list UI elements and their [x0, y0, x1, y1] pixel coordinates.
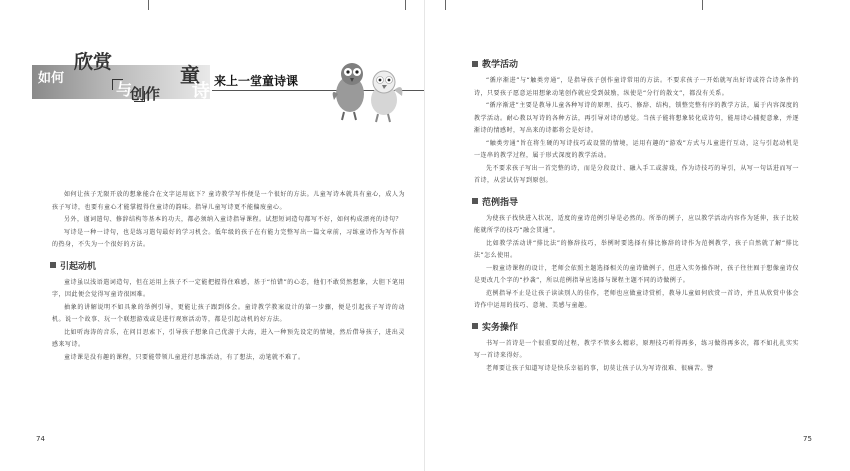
section-paragraph: 童诗虽以浅语遣词造句，但在运用上孩子不一定能把握得住难感，基于“怕错”的心态，他们不敢贸然想象，大胆下笔用字，因此便会觉得写童诗很困难。 — [52, 278, 405, 298]
section-title: 教学活动 — [482, 60, 519, 70]
banner-word-how: 如何 — [38, 71, 65, 86]
crop-mark — [148, 0, 149, 10]
banner-word-create: 创作 — [130, 85, 161, 103]
section-paragraph: 范例指导不止是让孩子读读别人的佳作，老师也应做童诗赏析，教导儿童如何欣赏一首诗，并且从欣赏中体会诗作中运用的技巧、意境、美感与童趣。 — [474, 289, 799, 309]
crop-mark — [405, 0, 406, 10]
section-paragraph: 童诗课是没有趣的课程，只要能带领儿童进行思维活动，有了想法，动笔就不难了。 — [64, 353, 305, 361]
right-page-body — [474, 57, 799, 375]
section-heading-examples — [472, 195, 799, 208]
section-paragraph: 为使孩子找快进入状况，适度的童诗范例引导是必然的。所举的例子，应以教学活动内容作为延伸，孩子比较能就所学的技巧“融会贯通”。 — [474, 214, 799, 234]
section-paragraph: 抽象的讲解说明不如具象的举例引导，更能让孩子跟到体会。童诗教学教案设计的第一步骤，便是引起孩子写诗的动机。说一个故事、玩一个联想游戏或是进行观察活动等，都是引起动机的好方法。 — [52, 303, 405, 323]
banner-word-child: 童 — [180, 63, 200, 87]
page-number-left: 74 — [36, 435, 45, 443]
section-paragraph: 比如听海涛的音乐，在问目思索下，引导孩子想象自己优游于大海，进入一种预先设定的情境，然后借导孩子，进出灵感来写诗。 — [52, 328, 405, 348]
chapter-subtitle: 来上一堂童诗课 — [214, 74, 299, 88]
page-number-right: 75 — [803, 435, 812, 443]
cartoon-birds-illustration — [328, 60, 408, 124]
crop-mark — [702, 0, 703, 10]
intro-paragraph: 如何让孩子无限开放的想象能合在文字运用底下？童诗教学写作便是一个很好的方法。儿童写诗本就具有童心，成人为孩子写诗，也要有童心才能掌握得住童诗的韵味。指导儿童写诗更不能偏废童心。 — [52, 191, 405, 211]
intro-paragraph: 另外，谨词遣句、修辞结构等基本的功夫，都必须纳入童诗指导课程。试想短词造句都写不好，如何构成漂亮的诗句？ — [64, 216, 403, 223]
section-square-icon — [50, 262, 56, 268]
crop-mark — [445, 0, 446, 10]
section-paragraph: 先不要求孩子写出一首完整的诗，而是分段设计、融入手工或游戏，作为诗技巧的导引，从写一句话进而写一首诗，从尝试仿写到原创。 — [474, 164, 799, 184]
banner-word-and: 与 — [116, 80, 133, 99]
section-title: 范例指导 — [482, 197, 519, 208]
section-paragraph: 比如教学活动讲“排比法”的修辞技巧，举例时要选择有排比修辞的诗作为范例教学，孩子自然就了解“排比法”怎么使用。 — [474, 239, 799, 259]
banner-word-appreciate: 欣赏 — [74, 51, 113, 73]
section-paragraph: 老师要让孩子知道写诗是快乐幸福的事，切莫让孩子认为写诗很难、很痛苦。譬 — [486, 364, 714, 372]
section-paragraph: “循序渐进”主要是教导儿童各种写诗的原理、技巧、修辞、结构，锁整完整有序的教学方法，属于内容深度的教学活动。耐心教以写诗的各种方法，再引导对诗的感觉。当孩子能将想象转化成诗句，能用诗心捕捉意象，并逐渐诗的情感时，写出来的诗都将会是好诗。 — [474, 102, 800, 134]
section-square-icon — [472, 61, 478, 67]
section-heading-activities — [472, 57, 799, 70]
section-title: 实务操作 — [482, 322, 519, 333]
intro-paragraph: 写诗是一种一诗句，也是练习遣句最好的学习机会。低年级的孩子在有能力完整写出一篇文章前，习练童诗作为写作前的热身，不失为一个很好的方法。 — [52, 228, 405, 248]
section-square-icon — [472, 323, 478, 329]
left-page-body — [52, 189, 405, 364]
section-heading-motivation — [50, 259, 405, 272]
section-paragraph: 一般童诗课程的设计，老师会依照主题选择相关的童诗做例子，但进入实务操作时，孩子往往囿于想像童诗仅是更改几个字的“抄袭”，所以范例指导应选择与课程主题不同的诗做例子。 — [474, 264, 799, 284]
section-title: 引起动机 — [60, 261, 97, 272]
section-square-icon — [472, 198, 478, 204]
title-banner — [32, 47, 210, 109]
banner-word-poem: 诗 — [192, 81, 210, 102]
section-heading-practice — [472, 320, 799, 333]
section-paragraph: “循序渐进”与“触类旁通”，是指导孩子创作童诗常用的方法。不要求孩子一开始就写出好诗或符合诗条件的诗，只要孩子愿意运用想象动笔创作就应受到鼓励，纵使是“分行的散文”，都没有关系。 — [474, 77, 799, 97]
right-page — [425, 0, 850, 471]
section-paragraph: “触类旁通”旨在将生硬的写诗技巧或设置的情境，运用有趣的“游戏”方式与儿童进行互动，这与引起动机是一连串的教学过程，属于形式深度的教学活动。 — [474, 139, 799, 159]
section-paragraph: 书写一首诗是一个很重要的过程，教学不管多么精彩，原理技巧听得再多，练习做得再多次，都不如扎扎实实写一首诗来得好。 — [474, 339, 799, 359]
